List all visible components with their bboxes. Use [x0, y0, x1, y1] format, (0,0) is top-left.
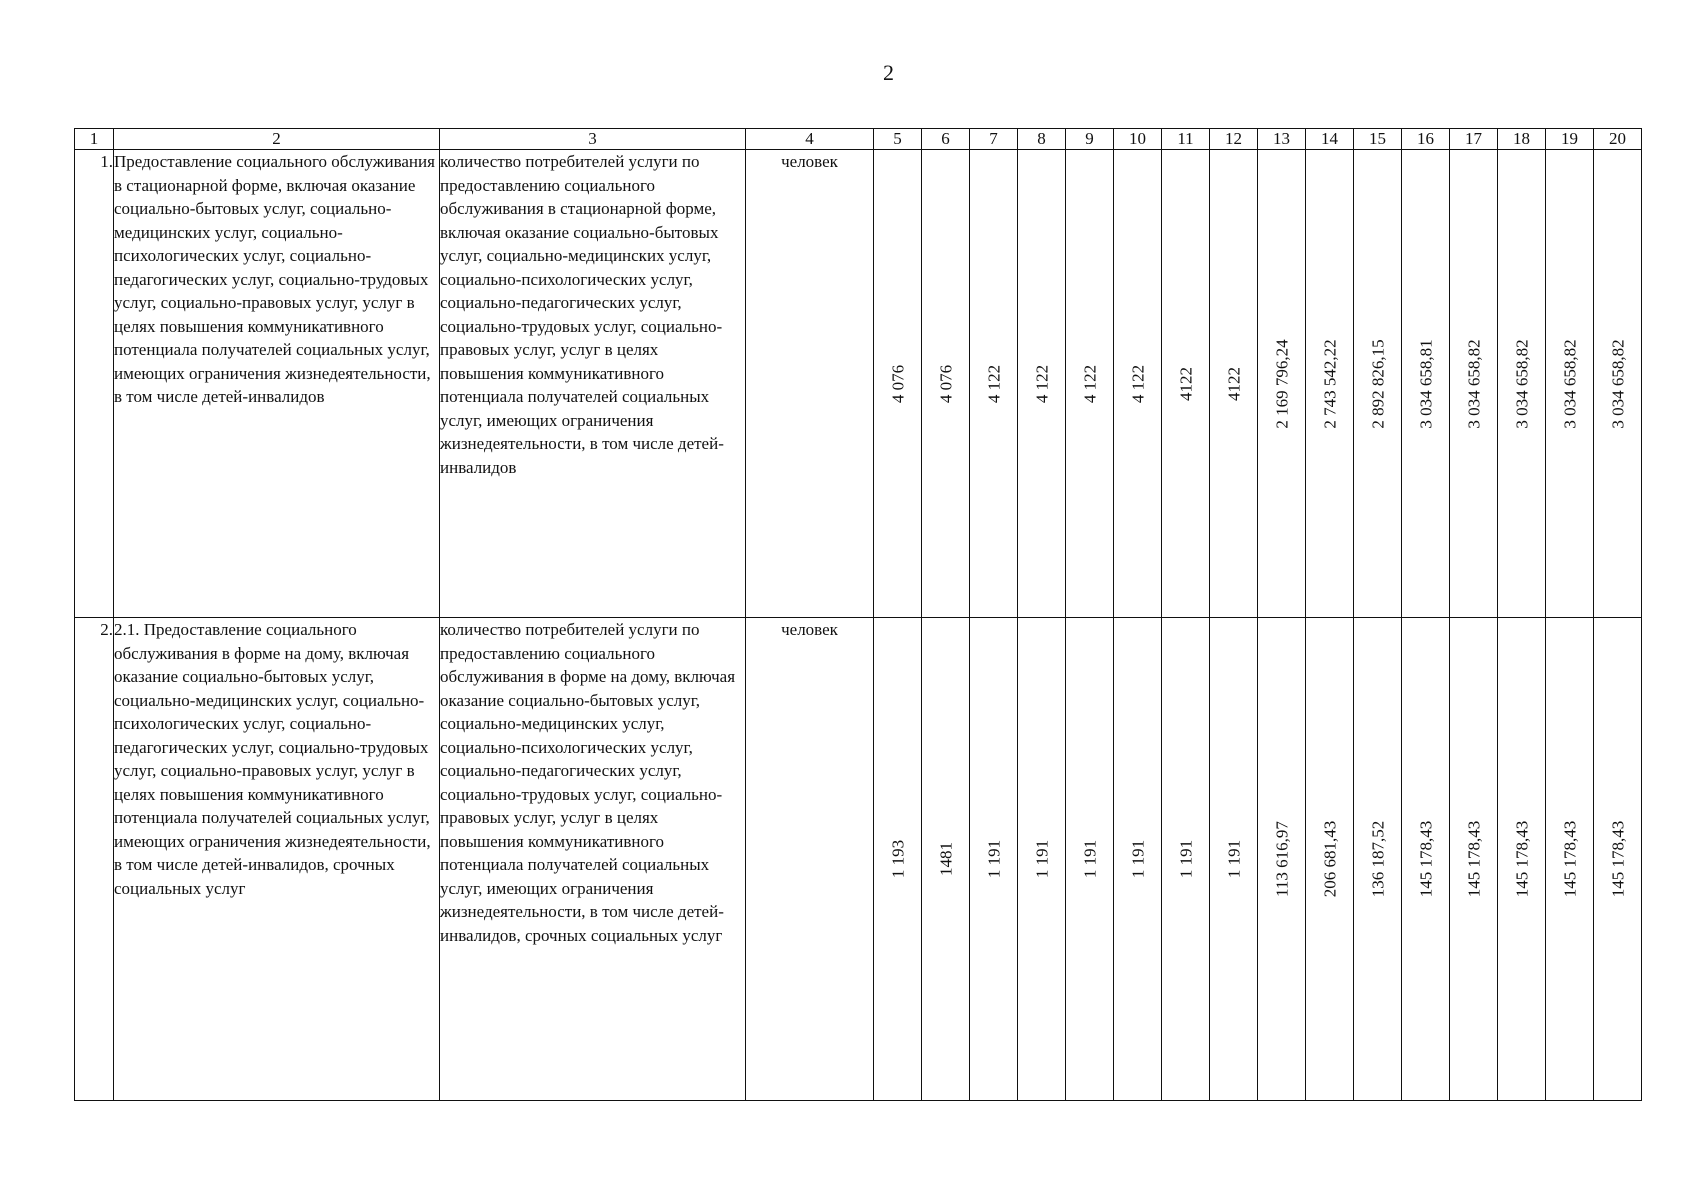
column-header: 20 — [1594, 129, 1642, 150]
value-cell: 1 193 — [887, 839, 907, 879]
unit: человек — [746, 618, 874, 1101]
column-header: 19 — [1546, 129, 1594, 150]
value-cell: 4 122 — [1031, 364, 1051, 403]
column-header: 5 — [874, 129, 922, 150]
value-cell: 4122 — [1175, 366, 1195, 401]
value-cell: 1 191 — [1223, 839, 1243, 879]
value-cell: 3 034 658,82 — [1607, 338, 1627, 429]
row-number: 1. — [75, 150, 114, 618]
table-row — [75, 150, 1642, 618]
value-cell: 1 191 — [1127, 839, 1147, 879]
column-header: 12 — [1210, 129, 1258, 150]
column-header: 10 — [1114, 129, 1162, 150]
value-cell: 1 191 — [1031, 839, 1051, 879]
column-header: 4 — [746, 129, 874, 150]
service-name: 2.1. Предоставление социального обслуживания в форме на дому, включая оказание социально-бытовых услуг, социально-медицинских услуг, социально-психологических услуг, социально-педагогических услуг, социально-трудовых услуг, социально-правовых услуг, услуг в целях повышения коммуникативного потенциала получателей социальных услуг, имеющих ограничения жизнедеятельности, в том числе детей-инвалидов, срочных социальных услуг — [114, 618, 440, 1101]
value-cell: 136 187,52 — [1367, 820, 1387, 898]
value-cell: 113 616,97 — [1271, 821, 1291, 897]
value-cell: 145 178,43 — [1415, 820, 1435, 898]
value-cell: 1 191 — [983, 839, 1003, 879]
value-cell: 3 034 658,82 — [1511, 338, 1531, 429]
column-header: 14 — [1306, 129, 1354, 150]
column-header: 13 — [1258, 129, 1306, 150]
column-header: 17 — [1450, 129, 1498, 150]
column-header: 7 — [970, 129, 1018, 150]
column-header: 18 — [1498, 129, 1546, 150]
unit: человек — [746, 150, 874, 618]
column-header: 8 — [1018, 129, 1066, 150]
value-cell: 1 191 — [1175, 839, 1195, 879]
column-number-row — [75, 129, 1642, 150]
service-name: Предоставление социального обслуживания в стационарной форме, включая оказание социально-бытовых услуг, социально-медицинских услуг, социально-психологических услуг, социально-педагогических услуг, социально-трудовых услуг, социально-правовых услуг, услуг в целях повышения коммуникативного потенциала получателей социальных услуг, имеющих ограничения жизнедеятельности, в том числе детей-инвалидов — [114, 150, 440, 618]
value-cell: 3 034 658,81 — [1415, 338, 1435, 429]
column-header: 6 — [922, 129, 970, 150]
column-header: 2 — [114, 129, 440, 150]
column-header: 15 — [1354, 129, 1402, 150]
value-cell: 145 178,43 — [1511, 820, 1531, 898]
value-cell: 206 681,43 — [1319, 820, 1339, 898]
value-cell: 1481 — [935, 842, 955, 876]
value-cell: 3 034 658,82 — [1463, 338, 1483, 429]
value-cell: 2 892 826,15 — [1367, 338, 1387, 429]
column-header: 11 — [1162, 129, 1210, 150]
value-cell: 3 034 658,82 — [1559, 338, 1579, 429]
column-header: 1 — [75, 129, 114, 150]
page-number: 2 — [883, 60, 894, 85]
table-row — [75, 618, 1642, 1101]
value-cell: 2 169 796,24 — [1271, 338, 1291, 429]
services-table — [74, 128, 1642, 1101]
value-cell: 145 178,43 — [1463, 820, 1483, 898]
value-cell: 4 122 — [1079, 364, 1099, 403]
value-cell: 145 178,43 — [1559, 820, 1579, 898]
value-cell: 4 076 — [887, 364, 907, 403]
column-header: 16 — [1402, 129, 1450, 150]
value-cell: 4 122 — [1127, 364, 1147, 403]
row-number: 2. — [75, 618, 114, 1101]
value-cell: 4122 — [1223, 366, 1243, 401]
value-cell: 4 122 — [983, 364, 1003, 403]
column-header: 9 — [1066, 129, 1114, 150]
value-cell: 2 743 542,22 — [1319, 338, 1339, 429]
indicator-name: количество потребителей услуги по предоставлению социального обслуживания в стационарной форме, включая оказание социально-бытовых услуг, социально-медицинских услуг, социально-психологических услуг, социально-педагогических услуг, социально-трудовых услуг, социально-правовых услуг, услуг в целях повышения коммуникативного потенциала получателей социальных услуг, имеющих ограничения жизнедеятельности, в том числе детей-инвалидов — [440, 150, 746, 618]
column-header: 3 — [440, 129, 746, 150]
value-cell: 4 076 — [935, 364, 955, 403]
value-cell: 1 191 — [1079, 839, 1099, 879]
value-cell: 145 178,43 — [1607, 820, 1627, 898]
indicator-name: количество потребителей услуги по предоставлению социального обслуживания в форме на дому, включая оказание социально-бытовых услуг, социально-медицинских услуг, социально-психологических услуг, социально-педагогических услуг, социально-трудовых услуг, социально-правовых услуг, услуг в целях повышения коммуникативного потенциала получателей социальных услуг, имеющих ограничения жизнедеятельности, в том числе детей-инвалидов, срочных социальных услуг — [440, 618, 746, 1101]
